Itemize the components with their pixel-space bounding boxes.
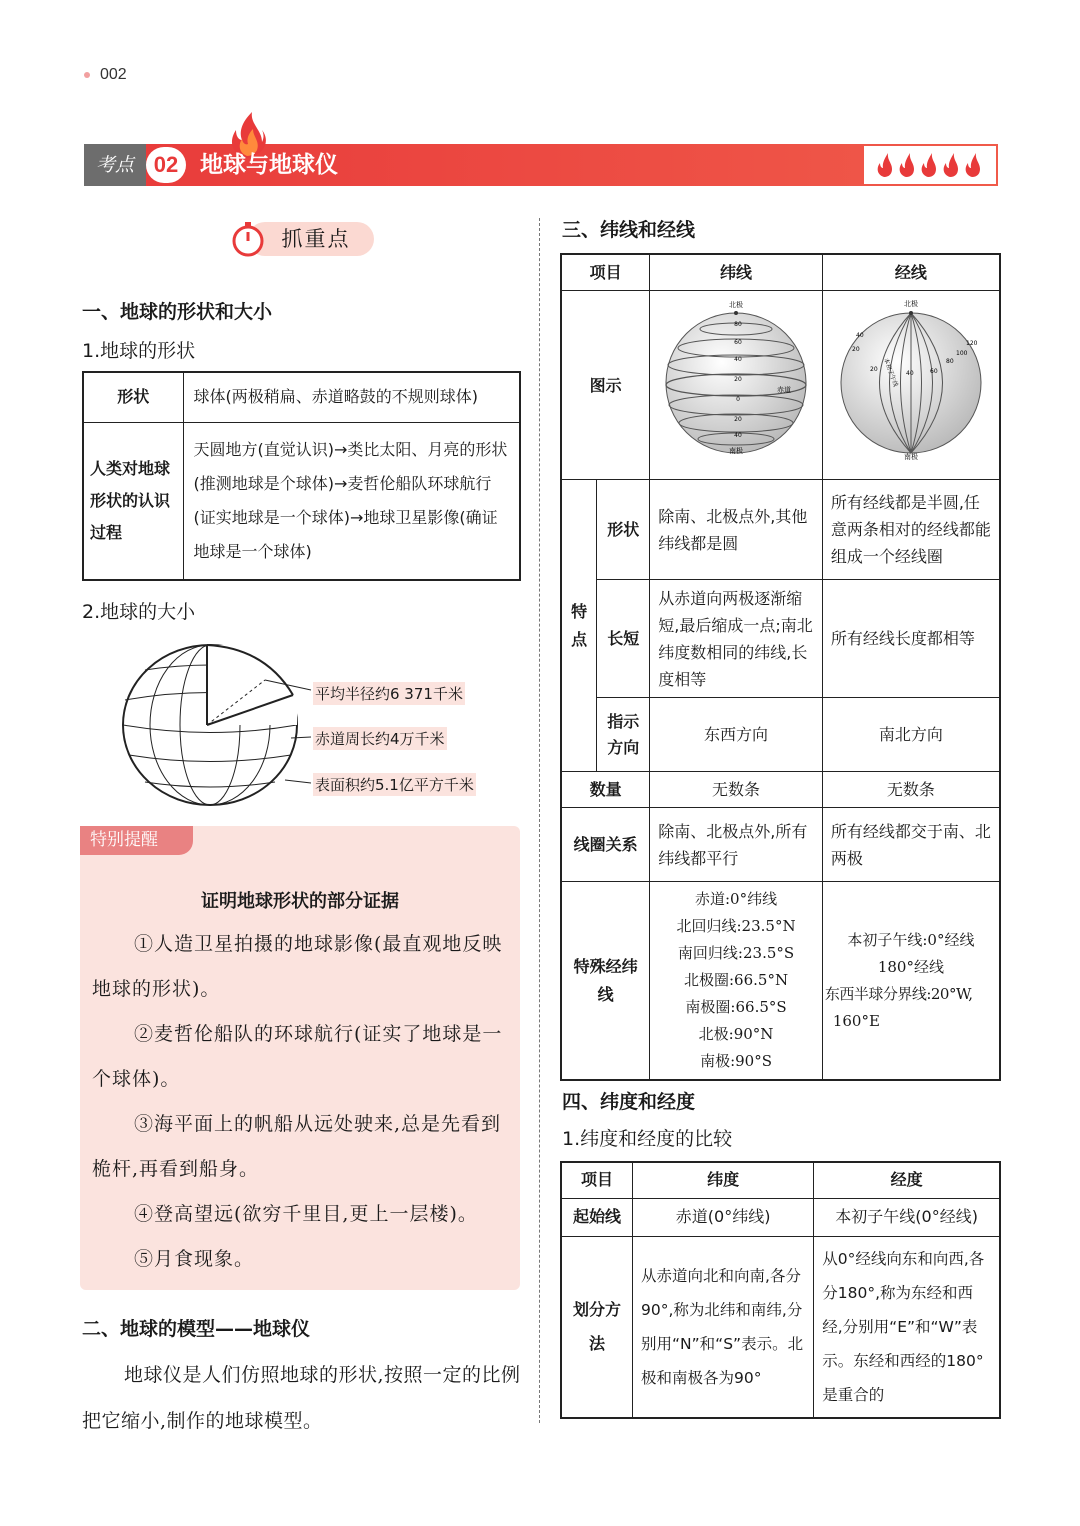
- svg-text:20: 20: [734, 416, 742, 423]
- t2-special-lat: [650, 882, 823, 1081]
- t3-start-lat: 赤道(0°纬线): [633, 1198, 814, 1236]
- special-lon-item: 东西半球分界线:20°W,: [824, 984, 973, 1003]
- svg-text:40: 40: [855, 332, 864, 339]
- evidence-3: ③海平面上的帆船从远处驶来,总是先看到桅杆,再看到船身。: [92, 1113, 502, 1180]
- svg-text:40: 40: [905, 370, 914, 377]
- t2-head-lat: 纬线: [650, 254, 823, 291]
- t2-special-label: 特殊经纬线: [561, 882, 650, 1081]
- t2-length-lon: 所有经线长度都相等: [822, 580, 1000, 698]
- reminder-tag: 特别提醒: [80, 826, 193, 855]
- t3-head-lat: 纬度: [633, 1162, 814, 1198]
- svg-text:南极: 南极: [729, 447, 744, 455]
- special-lat-item: 南极:90°S: [700, 1052, 772, 1070]
- svg-text:本初子午线: 本初子午线: [882, 357, 899, 388]
- svg-text:60: 60: [734, 339, 742, 346]
- t2-direction-label: 指示方向: [597, 698, 650, 772]
- topic-title: 地球与地球仪: [200, 152, 338, 178]
- t2-dir-lon: 南北方向: [822, 698, 1000, 772]
- radius-label: 平均半径约6 371千米: [313, 682, 465, 705]
- svg-text:80: 80: [734, 321, 742, 328]
- t3-start-label: 起始线: [561, 1198, 633, 1236]
- t3-method-label: 划分方法: [561, 1236, 633, 1418]
- latitude-globe-figure: [656, 293, 816, 469]
- difficulty-rating: [864, 146, 996, 184]
- lat-fig-label: 北极: [729, 301, 744, 309]
- special-lat-item: 北极圈:66.5°N: [684, 971, 789, 989]
- latitude-globe-cell: [650, 291, 823, 480]
- t3-head-lon: 经度: [814, 1162, 1000, 1198]
- stopwatch-icon: [230, 220, 268, 258]
- svg-text:120: 120: [965, 340, 978, 347]
- special-lat-item: 赤道:0°纬线: [694, 890, 778, 908]
- special-reminder-box: [80, 826, 520, 1290]
- section-2-heading: 二、地球的模型——地球仪: [82, 1318, 311, 1340]
- t2-shape-lon: 所有经线都是半圆,任意两条相对的经线都能组成一个经线圈: [822, 480, 1000, 580]
- svg-text:20: 20: [851, 346, 860, 353]
- column-divider: [539, 218, 540, 1423]
- section-3-heading: 三、纬线和经线: [562, 219, 696, 241]
- t2-feature-label: 特点: [561, 480, 597, 772]
- shape-value: 球体(两极稍扁、赤道略鼓的不规则球体): [183, 372, 520, 422]
- t2-length-lat: 从赤道向两极逐渐缩短,最后缩成一点;南北纬度数相同的纬线,长度相等: [650, 580, 823, 698]
- lat-lon-lines-table: [560, 253, 1001, 1081]
- section-1-sub1: 1.地球的形状: [82, 340, 196, 362]
- svg-text:60: 60: [929, 368, 938, 375]
- section-2-paragraph: 地球仪是人们仿照地球的形状,按照一定的比例把它缩小,制作的地球模型。: [82, 1364, 521, 1432]
- t2-rel-lat: 除南、北极点外,所有纬线都平行: [650, 808, 823, 882]
- svg-text:40: 40: [734, 356, 742, 363]
- t2-relation-label: 线圈关系: [561, 808, 650, 882]
- svg-text:40: 40: [734, 432, 742, 439]
- evidence-5: ⑤月食现象。: [134, 1248, 255, 1270]
- t2-special-lon: [822, 882, 1000, 1081]
- t2-diagram-label: 图示: [561, 291, 650, 480]
- special-lat-item: 南回归线:23.5°S: [677, 944, 795, 962]
- t2-shape-label: 形状: [597, 480, 650, 580]
- evidence-1: ①人造卫星拍摄的地球影像(最直观地反映地球的形状)。: [92, 933, 503, 1000]
- t2-head-lon: 经线: [822, 254, 1000, 291]
- t2-shape-lat: 除南、北极点外,其他纬线都是圆: [650, 480, 823, 580]
- t2-count-lat: 无数条: [650, 772, 823, 808]
- topic-number: 02: [146, 147, 186, 183]
- svg-text:80: 80: [945, 358, 954, 365]
- evidence-2: ②麦哲伦船队的环球航行(证实了地球是一个球体)。: [92, 1023, 503, 1090]
- svg-text:100: 100: [955, 350, 968, 357]
- t2-count-label: 数量: [561, 772, 650, 808]
- t2-length-label: 长短: [597, 580, 650, 698]
- topic-tag: 考点: [84, 144, 146, 186]
- longitude-globe-cell: [822, 291, 1000, 480]
- svg-text:南极: 南极: [903, 453, 918, 461]
- svg-text:20: 20: [734, 376, 742, 383]
- earth-size-diagram: [115, 640, 515, 810]
- reminder-title: 证明地球形状的部分证据: [201, 891, 399, 912]
- special-lat-item: 北极:90°N: [698, 1025, 774, 1043]
- t3-method-lon: 从0°经线向东和向西,各分180°,称为东经和西经,分别用“E”和“W”表示。东经和西经的180°是重合的: [814, 1236, 1000, 1418]
- section-4-heading: 四、纬度和经度: [562, 1091, 696, 1113]
- key-points-label: 抓重点: [248, 222, 374, 256]
- t2-head-item: 项目: [561, 254, 650, 291]
- circumference-label: 赤道周长约4万千米: [313, 727, 447, 750]
- t3-start-lon: 本初子午线(0°经线): [814, 1198, 1000, 1236]
- special-lon-item: 160°E: [832, 1011, 880, 1030]
- t2-rel-lon: 所有经线都交于南、北两极: [822, 808, 1000, 882]
- section-1-sub2: 2.地球的大小: [82, 601, 196, 623]
- svg-text:北极: 北极: [903, 300, 918, 308]
- cognition-head: 人类对地球形状的认识过程: [83, 422, 183, 580]
- shape-head: 形状: [83, 372, 183, 422]
- svg-text:0: 0: [736, 396, 740, 403]
- special-lat-item: 南极圈:66.5°S: [685, 998, 787, 1016]
- surface-area-label: 表面积约5.1亿平方千米: [313, 773, 476, 796]
- earth-shape-table: [82, 371, 521, 581]
- special-lon-item: 180°经线: [877, 957, 944, 976]
- t2-count-lon: 无数条: [822, 772, 1000, 808]
- flame-rating-icons: [874, 152, 986, 178]
- section-4-sub1: 1.纬度和经度的比较: [562, 1128, 733, 1150]
- t3-head-item: 项目: [561, 1162, 633, 1198]
- evidence-4: ④登高望远(欲穷千里目,更上一层楼)。: [134, 1203, 478, 1225]
- svg-text:赤道: 赤道: [777, 386, 792, 394]
- t3-method-lat: 从赤道向北和向南,各分90°,称为北纬和南纬,分别用“N”和“S”表示。北极和南极各为90°: [633, 1236, 814, 1418]
- special-lon-item: 本初子午线:0°经线: [847, 930, 975, 949]
- lat-lon-degree-table: [560, 1161, 1001, 1419]
- topic-banner: [84, 144, 998, 186]
- t2-dir-lat: 东西方向: [650, 698, 823, 772]
- page-number: 002: [84, 66, 127, 84]
- section-1-heading: 一、地球的形状和大小: [82, 301, 273, 323]
- svg-text:20: 20: [869, 366, 878, 373]
- key-points-badge: [230, 220, 376, 258]
- longitude-globe-figure: [828, 293, 994, 469]
- special-lat-item: 北回归线:23.5°N: [676, 917, 796, 935]
- cognition-value: 天圆地方(直觉认识)→类比太阳、月亮的形状(推测地球是个球体)→麦哲伦船队环球航行(证实地球是一个球体)→地球卫星影像(确证地球是一个球体): [183, 422, 520, 580]
